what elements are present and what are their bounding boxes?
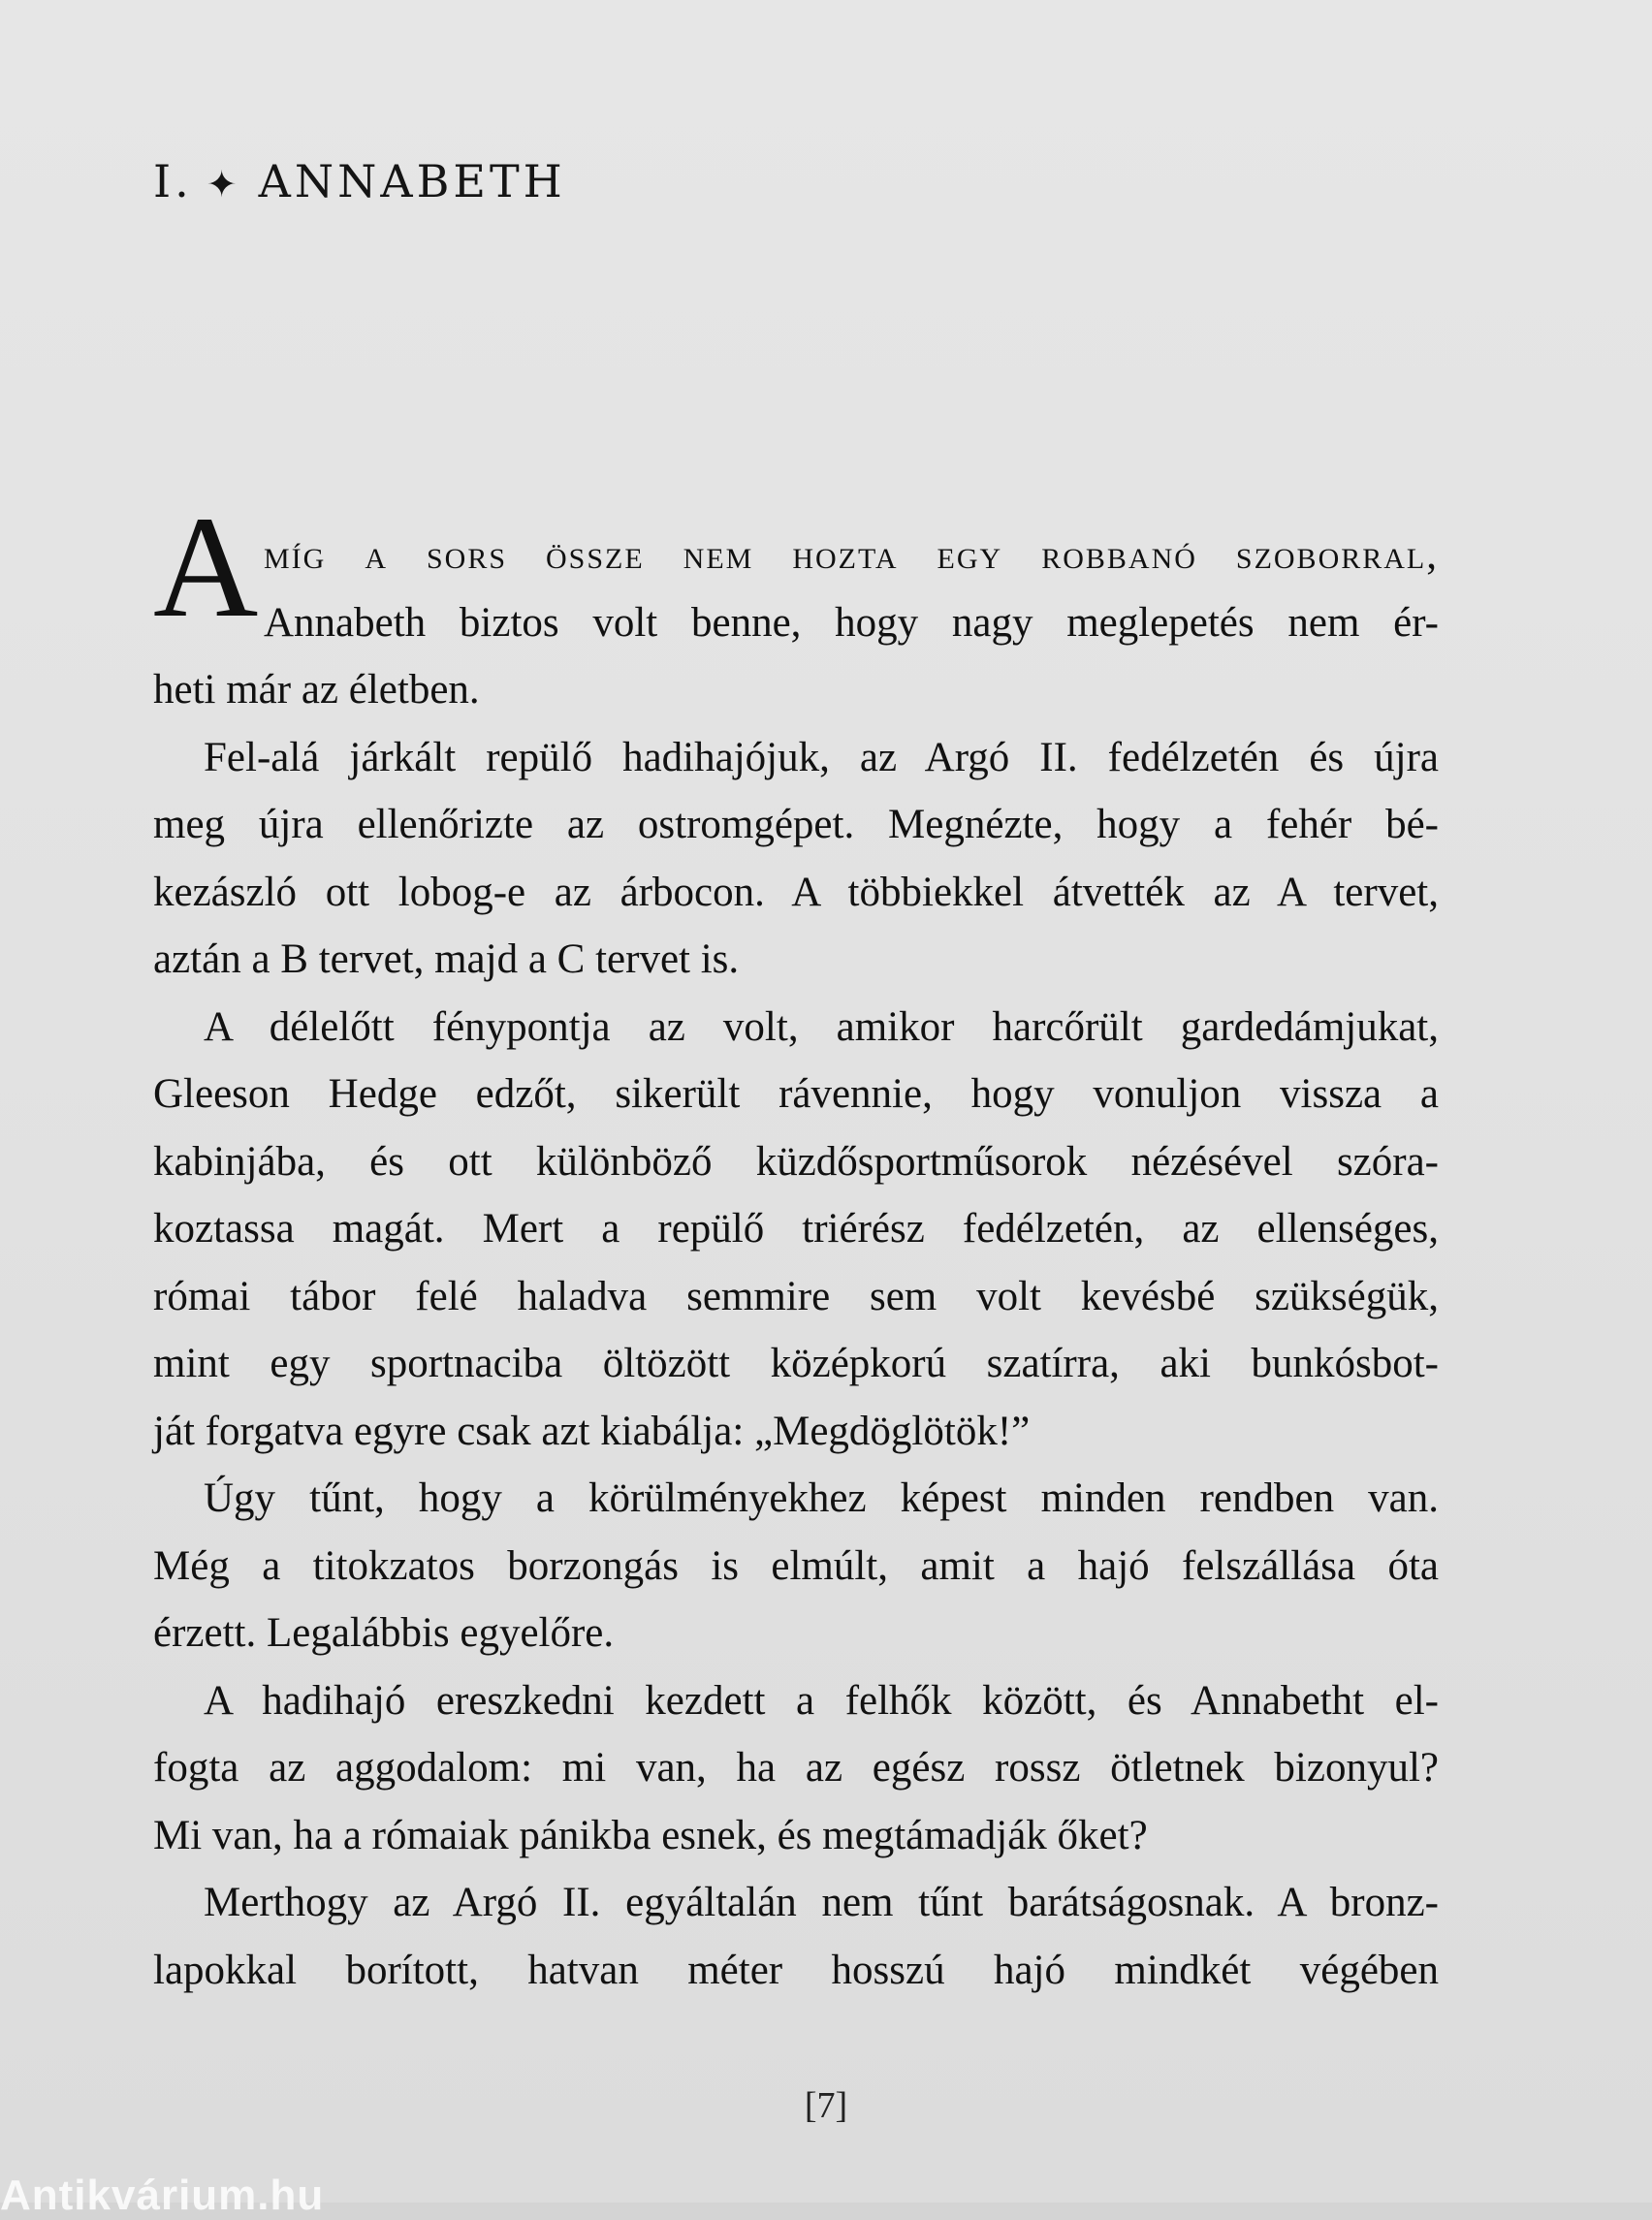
text-line: mint egy sportnaciba öltözött középkorú szatírra, aki bunkósbot-: [153, 1341, 1439, 1386]
text-line: Merthogy az Argó II. egyáltalán nem tűnt barátságosnak. A bronz-: [204, 1880, 1439, 1925]
text-line: érzett. Legalábbis egyelőre.: [153, 1610, 615, 1656]
text-line: kezászló ott lobog-e az árbocon. A többiekkel átvették az A tervet,: [153, 869, 1439, 915]
text-line: Fel-alá járkált repülő hadihajójuk, az Argó II. fedélzetén és újra: [204, 734, 1439, 780]
chapter-title: ANNABETH: [258, 155, 566, 207]
star-separator-icon: ✦: [206, 163, 241, 206]
text-line: aztán a B tervet, majd a C tervet is.: [153, 936, 740, 982]
text-line: Úgy tűnt, hogy a körülményekhez képest minden rendben van.: [204, 1475, 1439, 1521]
drop-cap: A: [153, 487, 259, 648]
text-line: lapokkal borított, hatvan méter hosszú hajó mindkét végében: [153, 1947, 1439, 1993]
chapter-heading: [153, 155, 566, 207]
text-line: Gleeson Hedge edzőt, sikerült rávennie, hogy vonuljon vissza a: [153, 1071, 1439, 1117]
text-line: meg újra ellenőrizte az ostromgépet. Megnézte, hogy a fehér bé-: [153, 802, 1439, 847]
text-line: kabinjába, és ott különböző küzdősportműsorok nézésével szóra-: [153, 1138, 1439, 1185]
text-line: Mi van, ha a rómaiak pánikba esnek, és megtámadják őket?: [153, 1812, 1148, 1858]
text-line: koztassa magát. Mert a repülő triérész fedélzetén, az ellenséges,: [153, 1206, 1439, 1252]
text-line: fogta az aggodalom: mi van, ha az egész rossz ötletnek bizonyul?: [153, 1745, 1439, 1791]
text-line: heti már az életben.: [153, 667, 480, 713]
text-line: római tábor felé haladva semmire sem volt kevésbé szükségük,: [153, 1273, 1439, 1319]
opening-line-smallcaps: míg a sors össze nem hozta egy robbanó szoborral,: [264, 532, 1439, 578]
body-text: [153, 656, 1439, 2004]
text-line: Még a titokzatos borzongás is elmúlt, amit a hajó felszállása óta: [153, 1542, 1439, 1589]
text-line: A délelőtt fénypontja az volt, amikor harcőrült gardedámjukat,: [204, 1003, 1439, 1050]
text-line: ját forgatva egyre csak azt kiabálja: „Megdöglötök!”: [153, 1408, 1031, 1454]
chapter-number: I.: [153, 155, 193, 207]
opening-line: Annabeth biztos volt benne, hogy nagy meglepetés nem ér-: [264, 599, 1439, 646]
text-line: A hadihajó ereszkedni kezdett a felhők között, és Annabetht el-: [204, 1677, 1439, 1724]
watermark-logo: Antikvárium.hu: [0, 2172, 325, 2219]
opening-lines: [264, 522, 1439, 656]
page-number: [7]: [804, 2085, 848, 2126]
